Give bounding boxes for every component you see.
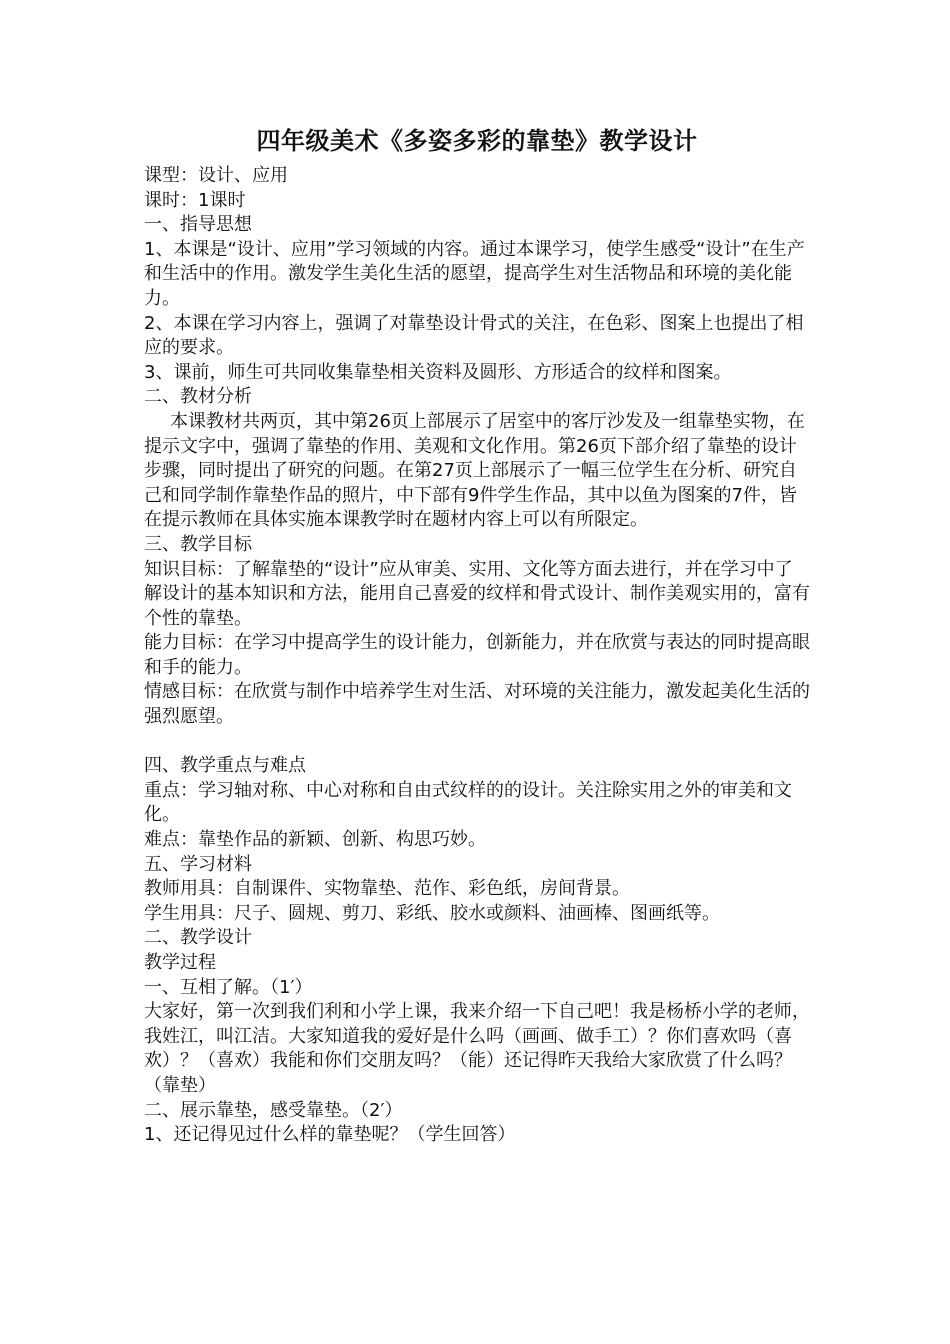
paragraph: 教师用具：自制课件、实物靠垫、范作、彩色纸，房间背景。: [144, 878, 630, 900]
section-heading-textbook-analysis: 二、教材分析: [144, 386, 252, 408]
paragraph: 1、本课是“设计、应用”学习领域的内容。通过本课学习，使学生感受“设计”在生产和生活中的作用。激发学生美化生活的愿望，提高学生对生活物品和环境的美化能力。: [144, 238, 805, 309]
paragraph: 难点：靠垫作品的新颖、创新、构思巧妙。: [144, 829, 486, 851]
document-title: 四年级美术《多姿多彩的靠垫》教学设计: [256, 127, 698, 155]
lesson-type: 课型：设计、应用: [144, 165, 288, 186]
paragraph: 2、本课在学习内容上，强调了对靠垫设计骨式的关注，在色彩、图案上也提出了相应的要求。: [144, 312, 804, 359]
document-page: [144, 122, 810, 1148]
section-heading-guiding-ideas: 一、指导思想: [144, 214, 252, 236]
paragraph: 1、还记得见过什么样的靠垫呢？（学生回答）: [144, 1124, 516, 1146]
step-heading: 一、互相了解。（1′）: [144, 976, 313, 998]
section-heading-teaching-goals: 三、教学目标: [144, 533, 252, 555]
paragraph: 知识目标：了解靠垫的“设计”应从审美、实用、文化等方面去进行，并在学习中了解设计的基本知识和方法，能用自己喜爱的纹样和骨式设计、制作美观实用的，富有个性的靠垫。: [144, 558, 810, 629]
step-heading: 二、展示靠垫，感受靠垫。（2′）: [144, 1099, 403, 1121]
lesson-time: 课时：1课时: [144, 189, 246, 211]
paragraph: 本课教材共两页，其中第26页上部展示了居室中的客厅沙发及一组靠垫实物，在提示文字中，强调了靠垫的作用、美观和文化作用。第26页下部介绍了靠垫的设计步骤，同时提出了研究的问题。在第27页上部展示了一幅三位学生在分析、研究自己和同学制作靠垫作品的照片，中下部有9件学生作品，其中以鱼为图案的7件，皆在提示教师在具体实施本课教学时在题材内容上可以有所限定。: [144, 410, 805, 531]
blank-line: [144, 730, 810, 755]
section-heading-key-points: 四、教学重点与难点: [144, 755, 306, 777]
subheading-teaching-process: 教学过程: [144, 952, 216, 973]
paragraph: 情感目标：在欣赏与制作中培养学生对生活、对环境的关注能力，激发起美化生活的强烈愿望。: [144, 681, 810, 728]
paragraph: 3、课前，师生可共同收集靠垫相关资料及圆形、方形适合的纹样和图案。: [144, 361, 732, 383]
paragraph: 能力目标：在学习中提高学生的设计能力，创新能力，并在欣赏与表达的同时提高眼和手的能力。: [144, 632, 810, 678]
section-heading-teaching-design: 二、教学设计: [144, 927, 252, 949]
section-heading-materials: 五、学习材料: [144, 853, 252, 875]
paragraph: 重点：学习轴对称、中心对称和自由式纹样的的设计。关注除实用之外的审美和文化。: [144, 779, 792, 826]
paragraph: 学生用具：尺子、圆规、剪刀、彩纸、胶水或颜料、油画棒、图画纸等。: [144, 902, 720, 924]
paragraph: 大家好，第一次到我们利和小学上课，我来介绍一下自己吧！我是杨桥小学的老师，我姓江，叫江洁。大家知道我的爱好是什么吗（画画、做手工）？你们喜欢吗（喜欢）？（喜欢）我能和你们交朋友吗？（能）还记得昨天我给大家欣赏了什么吗？（靠垫）: [144, 1001, 810, 1096]
